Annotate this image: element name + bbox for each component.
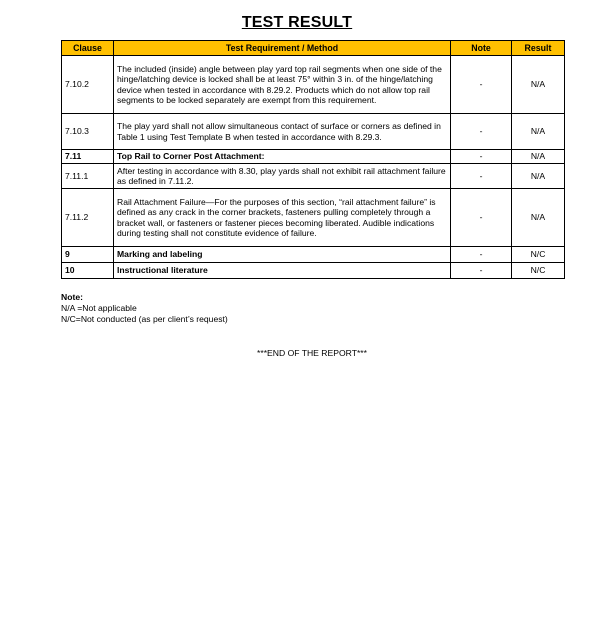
header-requirement: Test Requirement / Method xyxy=(114,41,451,56)
requirement-cell: The play yard shall not allow simultaneous contact of surface or corners as defined in Table 1 using Test Template B when tested in accordance with 8.29.3. xyxy=(114,114,451,150)
clause-cell: 9 xyxy=(62,247,114,263)
header-result: Result xyxy=(512,41,565,56)
table-row xyxy=(62,247,565,263)
table-row xyxy=(62,189,565,247)
table-row xyxy=(62,56,565,114)
result-cell: N/A xyxy=(512,114,565,150)
result-cell: N/C xyxy=(512,263,565,279)
end-of-report: ***END OF THE REPORT*** xyxy=(257,348,367,358)
clause-cell: 10 xyxy=(62,263,114,279)
note-line-na: N/A =Not applicable xyxy=(61,303,137,313)
note-cell: - xyxy=(451,164,512,189)
result-cell: N/A xyxy=(512,164,565,189)
header-note: Note xyxy=(451,41,512,56)
note-cell: - xyxy=(451,114,512,150)
requirement-cell: After testing in accordance with 8.30, play yards shall not exhibit rail attachment failure as defined in 7.11.2. xyxy=(114,164,451,189)
clause-cell: 7.11.1 xyxy=(62,164,114,189)
requirement-cell: Marking and labeling xyxy=(114,247,451,263)
table-header-row xyxy=(62,41,565,56)
table-row xyxy=(62,150,565,164)
test-result-table xyxy=(61,40,565,279)
note-cell: - xyxy=(451,150,512,164)
result-cell: N/A xyxy=(512,56,565,114)
requirement-cell: Instructional literature xyxy=(114,263,451,279)
note-cell: - xyxy=(451,56,512,114)
table-row xyxy=(62,114,565,150)
requirement-cell: Top Rail to Corner Post Attachment: xyxy=(114,150,451,164)
clause-cell: 7.10.3 xyxy=(62,114,114,150)
clause-cell: 7.11 xyxy=(62,150,114,164)
requirement-cell: The included (inside) angle between play yard top rail segments when one side of the hinge/latching device is locked shall be at least 75° within 3 in. of the hinge/latching device when tested in accordance with 8.29.2. Products which do not allow top rail segments to be locked separately are exempt from this requirement. xyxy=(114,56,451,114)
requirement-cell: Rail Attachment Failure—For the purposes of this section, “rail attachment failure” is defined as any crack in the corner brackets, fasteners pulling completely through a bracket wall, or fasteners or fastener pieces becoming liberated. Audible indications during testing shall not constitute evidence of failure. xyxy=(114,189,451,247)
clause-cell: 7.10.2 xyxy=(62,56,114,114)
result-cell: N/C xyxy=(512,247,565,263)
clause-cell: 7.11.2 xyxy=(62,189,114,247)
result-cell: N/A xyxy=(512,150,565,164)
header-clause: Clause xyxy=(62,41,114,56)
note-line-nc: N/C=Not conducted (as per client’s request) xyxy=(61,314,228,324)
report-title: TEST RESULT xyxy=(241,14,353,31)
notes-section xyxy=(61,292,228,325)
table-row xyxy=(62,263,565,279)
note-cell: - xyxy=(451,247,512,263)
notes-heading: Note: xyxy=(61,292,83,302)
table-row xyxy=(62,164,565,189)
note-cell: - xyxy=(451,263,512,279)
note-cell: - xyxy=(451,189,512,247)
result-cell: N/A xyxy=(512,189,565,247)
